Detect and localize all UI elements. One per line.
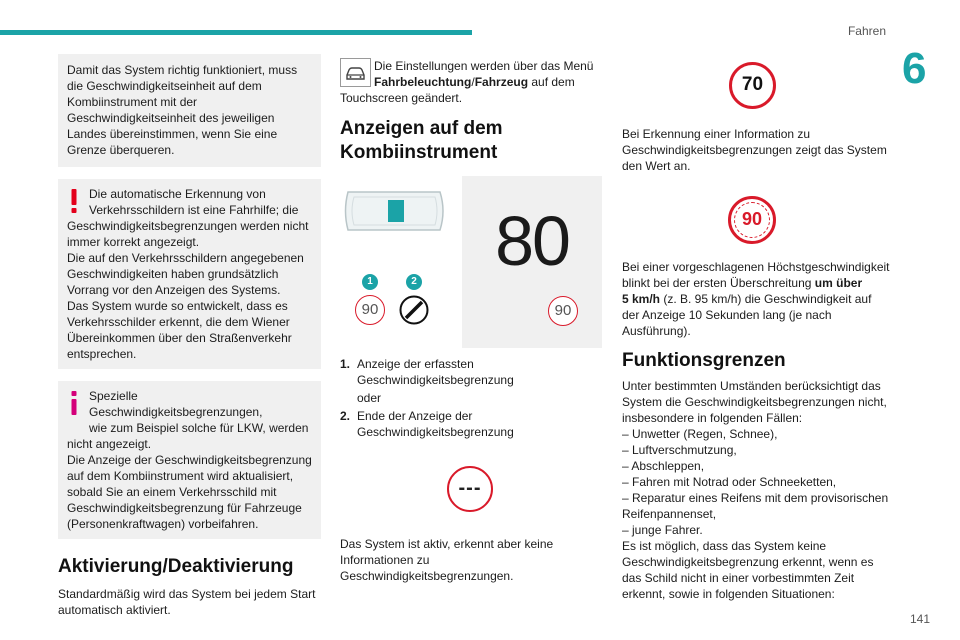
cluster-speed-panel [462, 176, 602, 348]
heading-limits: Funktionsgrenzen [622, 350, 786, 371]
settings-line2 [374, 74, 602, 90]
warning-para3: Das System wurde so entwickelt, dass es Verkehrsschilder erkennt, die dem Wiener Übereinkommen über den Straßenverkehr entsprechen. [67, 299, 292, 361]
list-item: oder [357, 391, 382, 405]
cluster-speed-value: 80 [495, 202, 569, 280]
note-box-units [58, 54, 321, 167]
speed-sign-cluster: 90 [548, 296, 578, 326]
left-column [58, 54, 321, 618]
limits-list [622, 426, 890, 538]
warning-box [58, 179, 321, 369]
list-item: – junge Fahrer. [622, 523, 703, 537]
speed-sign-small: 90 [355, 295, 385, 325]
callout-1: 1 [362, 274, 378, 290]
no-limit-info-sign: --- [447, 466, 493, 512]
info-box [58, 381, 321, 539]
sign70-wrap [622, 62, 890, 114]
settings-line3: Touchscreen geändert. [340, 91, 463, 105]
page-number: 141 [909, 612, 930, 626]
list-item: 1. Anzeige der erfassten Geschwindigkeitsbegrenzung [340, 357, 514, 387]
settings-line1: Die Einstellungen werden über das Menü [374, 59, 594, 73]
activation-text: Standardmäßig wird das System bei jedem Start automatisch aktiviert. [58, 587, 316, 617]
limits-outro: Es ist möglich, dass das System keine Geschwindigkeitsbegrenzung erkennt, wenn es das Schild nicht in einer vorbestimmten Zeit erkennt, sowie in folgenden Situationen: [622, 539, 874, 601]
warning-line1: Die automatische Erkennung von [89, 187, 266, 201]
list-item: – Reparatur eines Reifens mit dem provisorischen Reifenpannenset, [622, 491, 889, 521]
info-line2: wie zum Beispiel solche für LKW, werden [89, 421, 309, 435]
heading-cluster-display: Anzeigen auf dem Kombiinstrument [340, 118, 503, 163]
active-no-info-text: Das System ist aktiv, erkennt aber keine Informationen zu Geschwindigkeitsbegrenzungen. [340, 537, 554, 583]
list-item: – Unwetter (Regen, Schnee), [622, 427, 778, 441]
middle-column [340, 58, 602, 584]
section-title: Fahren [847, 24, 886, 38]
menu-separator: / [471, 75, 475, 89]
recognition-text: Bei Erkennung einer Information zu Geschwindigkeitsbegrenzungen zeigt das System den Wert an. [622, 127, 887, 173]
menu-name-lighting: Fahrbeleuchtung [374, 75, 472, 89]
settings-line2-tail: auf dem [528, 75, 575, 89]
flashing-speed-90-sign: 90 [734, 202, 770, 238]
right-column [622, 62, 890, 602]
flashing-sign-outer [728, 196, 776, 244]
list-item: – Luftverschmutzung, [622, 443, 737, 457]
no-info-sign-wrap [340, 458, 602, 524]
car-menu-icon [340, 58, 371, 87]
speed-limit-70-sign: 70 [729, 62, 776, 109]
info-rest: nicht angezeigt. [67, 437, 152, 451]
warning-para2: Die auf den Verkehrsschildern angegebenen Geschwindigkeiten haben grundsätzlich Vorrang vor den Anzeigen des Systems. [67, 251, 304, 297]
blink-text: Bei einer vorgeschlagenen Höchstgeschwindigkeit blinkt bei der ersten Überschreitung um über 5 km/h (z. B. 95 km/h) die Geschwindigkeit auf der Anzeige 10 Sekunden lang (je nach Ausführung). [622, 260, 890, 338]
end-limit-sign-icon [399, 295, 429, 325]
cluster-illustration [340, 176, 602, 352]
exclamation-icon [70, 189, 78, 213]
list-item: – Fahren mit Notrad oder Schneeketten, [622, 475, 837, 489]
note-units-text: Damit das System richtig funktioniert, muss die Geschwindigkeitseinheit auf dem Kombiinstrument mit der Geschwindigkeitseinheit des jeweiligen Landes übereinstimmen, wenn Sie eine Grenze überqueren. [67, 63, 298, 157]
header-accent-bar [0, 30, 472, 35]
info-para2: Die Anzeige der Geschwindigkeitsbegrenzung auf dem Kombiinstrument wird aktualisiert, sobald Sie an einem Verkehrsschild mit Geschwindigkeitsbegrenzung für Fahrzeuge (Personenkraftwagen) vorbeifahren. [67, 453, 312, 531]
cluster-bar-icon [340, 186, 450, 236]
heading-activation: Aktivierung/Deaktivierung [58, 556, 294, 577]
display-legend-list [340, 356, 514, 440]
info-line1: Spezielle Geschwindigkeitsbegrenzungen, [89, 389, 263, 419]
warning-rest: Geschwindigkeitsbegrenzungen werden nicht immer korrekt angezeigt. [67, 219, 309, 249]
limits-intro: Unter bestimmten Umständen berücksichtigt das System die Geschwindigkeitsbegrenzungen nicht, insbesondere in folgenden Fällen: [622, 379, 887, 425]
settings-note [340, 58, 602, 106]
list-item: – Abschleppen, [622, 459, 705, 473]
warning-line2: Verkehrsschildern ist eine Fahrhilfe; die [89, 203, 299, 217]
sign90-wrap [622, 196, 890, 248]
info-icon [70, 391, 78, 415]
list-item: 2. Ende der Anzeige der Geschwindigkeitsbegrenzung [340, 409, 514, 439]
callout-2: 2 [406, 274, 422, 290]
chapter-number: 6 [902, 44, 927, 93]
menu-name-vehicle: Fahrzeug [474, 75, 529, 89]
